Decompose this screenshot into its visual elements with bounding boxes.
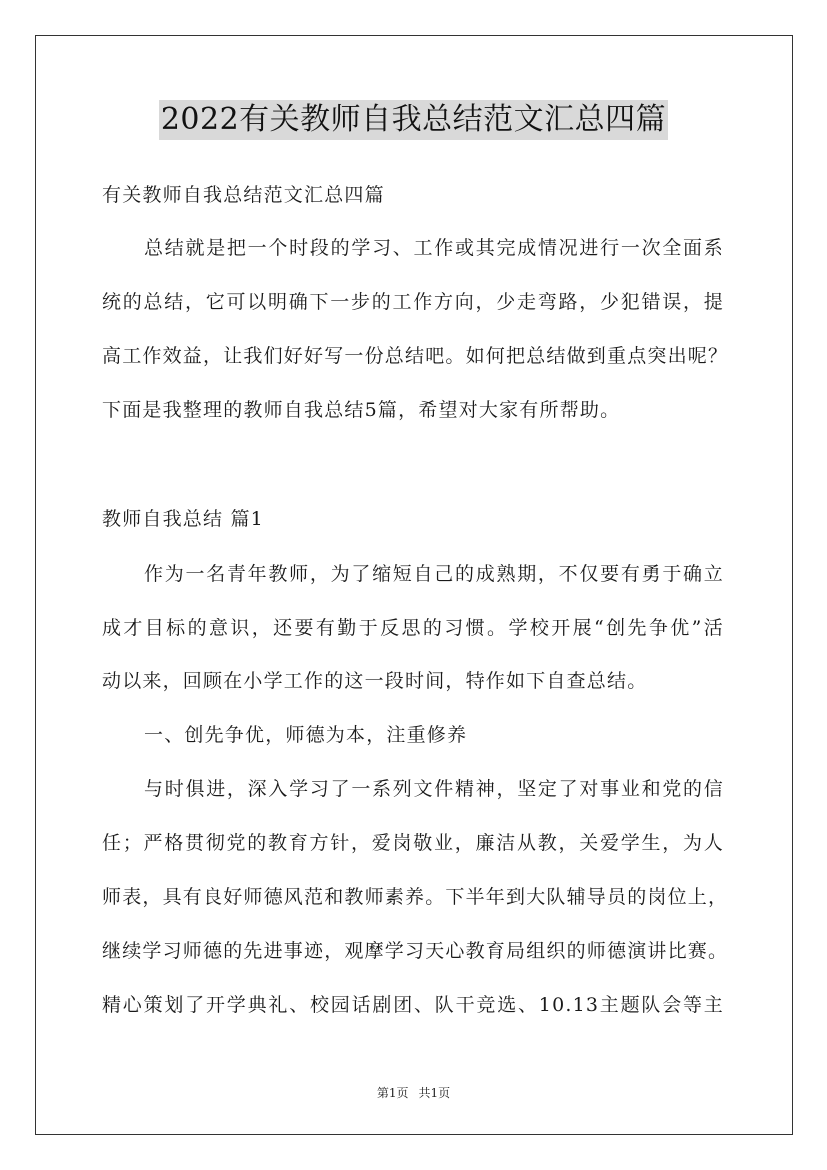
subsection-heading: 一、创先争优，师德为本，注重修养 (144, 724, 468, 746)
paragraph-line: 总结就是把一个时段的学习、工作或其完成情况进行一次全面系 (144, 237, 724, 259)
section-heading: 教师自我总结 篇1 (102, 508, 264, 530)
paragraph-line: 下面是我整理的教师自我总结5篇，希望对大家有所帮助。 (102, 399, 621, 421)
page-number-current: 第1页 (376, 1086, 409, 1100)
paragraph-line: 任；严格贯彻党的教育方针，爱岗敬业，廉洁从教，关爱学生，为人 (102, 832, 724, 854)
paragraph-line: 师表，具有良好师德风范和教师素养。下半年到大队辅导员的岗位上， (102, 886, 729, 908)
page-footer (0, 1085, 827, 1101)
title-wrap (0, 100, 827, 140)
page-number-total: 共1页 (418, 1086, 451, 1100)
subtitle-line: 有关教师自我总结范文汇总四篇 (102, 184, 385, 206)
paragraph-line: 与时俱进，深入学习了一系列文件精神，坚定了对事业和党的信 (144, 778, 724, 800)
paragraph-line: 高工作效益，让我们好好写一份总结吧。如何把总结做到重点突出呢？ (102, 345, 729, 367)
paragraph-line: 继续学习师德的先进事迹，观摩学习天心教育局组织的师德演讲比赛。 (102, 940, 729, 962)
paragraph-line: 动以来，回顾在小学工作的这一段时间，特作如下自查总结。 (102, 670, 648, 692)
paragraph-line: 精心策划了开学典礼、校园话剧团、队干竞选、10.13主题队会等主 (102, 994, 724, 1016)
document-title: 2022有关教师自我总结范文汇总四篇 (159, 100, 668, 140)
paragraph-line: 统的总结，它可以明确下一步的工作方向，少走弯路，少犯错误，提 (102, 291, 724, 313)
paragraph-line: 作为一名青年教师，为了缩短自己的成熟期，不仅要有勇于确立 (144, 563, 724, 585)
paragraph-line: 成才目标的意识，还要有勤于反思的习惯。学校开展“创先争优”活 (102, 617, 724, 639)
